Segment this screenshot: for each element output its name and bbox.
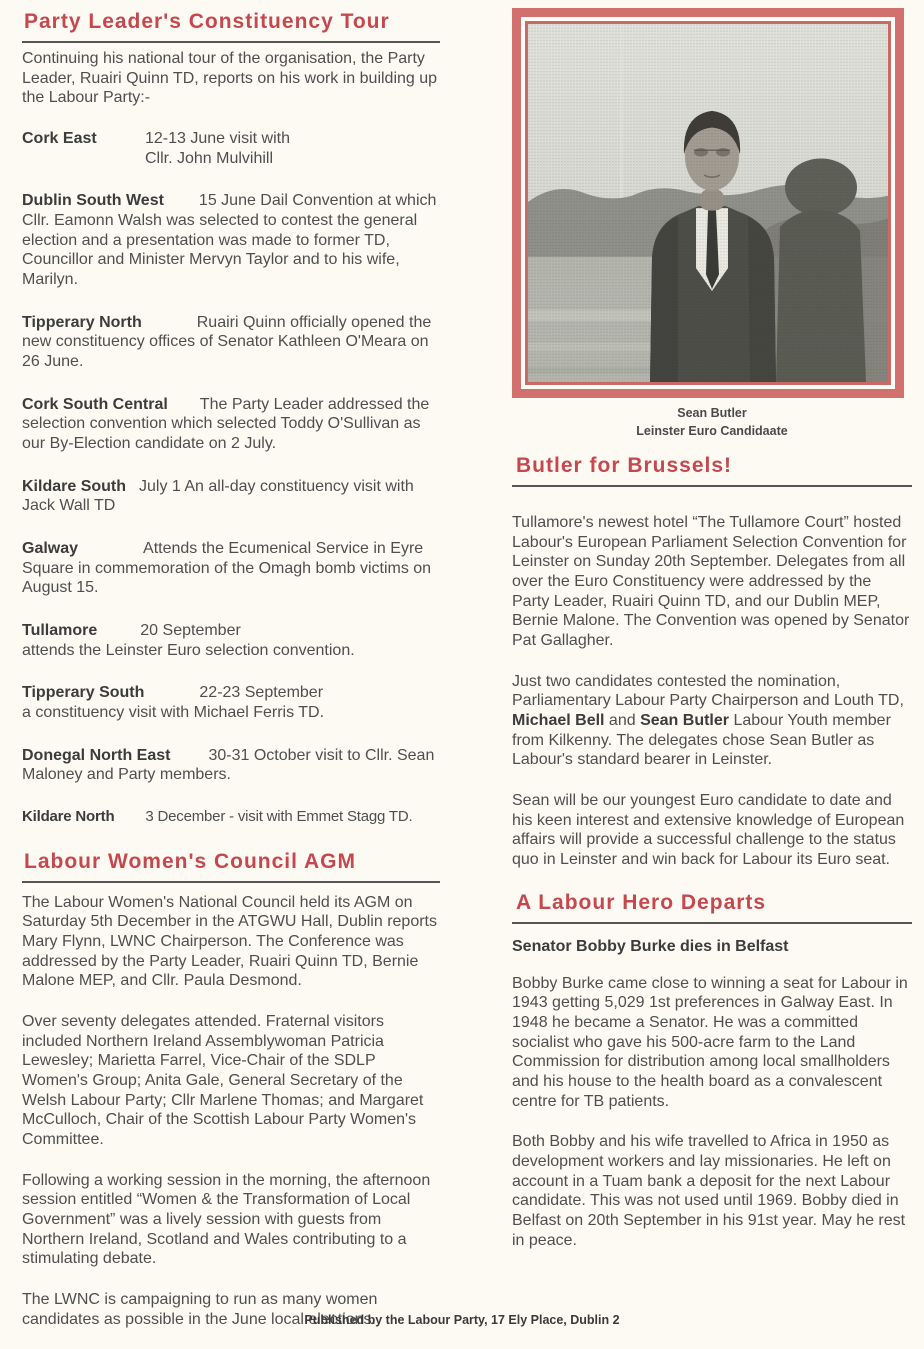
tour-entry-kildare-north: [22, 808, 440, 826]
photo-frame: [512, 8, 904, 398]
tour-entry-tullamore: [22, 621, 440, 660]
tour-entry-tipperary-north: [22, 313, 440, 372]
constituency-label: Kildare South: [22, 477, 127, 495]
spacer: [142, 326, 197, 327]
entry-text: 30-31 October visit to Cllr. Sean Maloney and Party members.: [22, 746, 435, 784]
hero-subheading: Senator Bobby Burke dies in Belfast: [512, 937, 789, 955]
tour-entry-cork-east: [22, 129, 440, 168]
lwc-paragraph-3: Following a working session in the morning, the afternoon session entitled “Women & the Transformation of Local Government” was a lively session with guests from Northern Ireland, Scotland and Wales contributing to a stimulating debate.: [22, 1171, 431, 1268]
constituency-label: Tullamore: [22, 622, 98, 640]
lwc-paragraph-1: The Labour Women's National Council held its AGM on Saturday 5th December in the ATGWU Hall, Dublin reports Mary Flynn, LWNC Chairperson. The Conference was addressed by the Party Leader, Ruairi Quinn TD, Bernie Malone MEP, and Cllr. Paula Desmond.: [22, 893, 437, 990]
section-heading-labour-womens-council-agm: Labour Women's Council AGM: [22, 850, 440, 883]
caption-role: Leinster Euro Candidaate: [636, 423, 788, 438]
tour-entry-galway: [22, 539, 440, 598]
entry-text: Attends the Ecumenical Service in Eyre Square in commemoration of the Omagh bomb victims on August 15.: [22, 540, 432, 597]
entry-text: Ruairi Quinn officially opened the new constituency offices of Senator Kathleen O'Meara on 26 June.: [22, 313, 432, 371]
bold-name-michael-bell: Michael Bell: [512, 712, 605, 730]
butler-paragraph-1: Tullamore's newest hotel “The Tullamore Court” hosted Labour's European Parliament Selection Convention for Leinster on Sunday 20th September. Delegates from all over the Euro Constituency were addressed by the Party Leader, Ruairi Quinn TD, and our Dublin MEP, Bernie Malone. The Convention was opened by Senator Pat Gallagher.: [512, 514, 910, 650]
entry-text: 20 September: [140, 622, 241, 640]
spacer: [126, 490, 139, 491]
right-column: [512, 8, 912, 1250]
tour-entry-cork-south-central: [22, 395, 440, 454]
constituency-label: Tipperary South: [22, 684, 145, 702]
entry-text: The Party Leader addressed the selection convention which selected Toddy O'Sullivan as our By-Election candidate on 2 July.: [22, 395, 430, 453]
left-column: [22, 10, 440, 1329]
hero-paragraph-1: Bobby Burke came close to winning a seat for Labour in 1943 getting 5,029 1st preferences in Galway East. In 1948 he became a Senator. He was a committed socialist who gave his 500-acre farm to the Land Commission for distribution among local smallholders and his house to the health board as a convalescent centre for TB patients.: [512, 974, 908, 1110]
bold-name-sean-butler: Sean Butler: [640, 712, 729, 730]
halftone-photo-sean-butler: [525, 21, 891, 385]
tour-intro-paragraph: Continuing his national tour of the organisation, the Party Leader, Ruairi Quinn TD, reports on his work in building up the Labour Party:-: [22, 50, 438, 107]
publisher-footer: Published by the Labour Party, 17 Ely Place, Dublin 2: [304, 1313, 620, 1327]
constituency-label: Tipperary North: [22, 313, 142, 331]
photo-caption: [512, 405, 912, 440]
tour-entry-kildare-south: [22, 477, 440, 516]
caption-name: Sean Butler: [677, 406, 747, 420]
constituency-label: Dublin South West: [22, 192, 164, 210]
lwc-paragraph-2: Over seventy delegates attended. Fraternal visitors included Northern Ireland Assemblywoman Patricia Lewesley; Marietta Farrel, Vice-Chair of the SDLP Women's Group; Anita Gale, General Secretary of the Welsh Labour Party; Cllr Marlene Thomas; and Margaret McCulloch, Chair of the Scottish Labour Party Women's Committee.: [22, 1012, 424, 1148]
spacer: [97, 634, 140, 635]
butler-paragraph-3: Sean will be our youngest Euro candidate to date and his keen interest and extensive knowledge of European affairs will provide a successful challenge to the status quo in Leinster and win back for Labour its Euro seat.: [512, 792, 905, 869]
spacer: [168, 408, 200, 409]
spacer: [170, 759, 208, 760]
spacer: [114, 820, 145, 821]
constituency-label: Cork South Central: [22, 395, 168, 413]
spacer: [164, 204, 199, 205]
entry-text: 12-13 June visit with Cllr. John Mulvihill: [145, 130, 290, 167]
tour-entry-donegal-north-east: [22, 746, 440, 785]
entry-text-line2: a constituency visit with Michael Ferris TD.: [22, 704, 325, 722]
constituency-label: Galway: [22, 540, 79, 558]
hero-paragraph-2: Both Bobby and his wife travelled to Africa in 1950 as development workers and lay missionaries. He left on account in a Tuam bank a deposit for the next Labour candidate. This was not used until 1969. Bobby died in Belfast on 20th September in his 91st year. May he rest in peace.: [512, 1133, 906, 1249]
constituency-label: Donegal North East: [22, 746, 171, 764]
butler-paragraph-2: Just two candidates contested the nomination, Parliamentary Labour Party Chairperson and Louth TD, Michael Bell and Sean Butler Labour Youth member from Kilkenny. The delegates chose Sean Butler as Labour's standard bearer in Leinster.: [512, 672, 904, 769]
constituency-label: Kildare North: [22, 808, 115, 826]
section-heading-butler-for-brussels: Butler for Brussels!: [512, 454, 912, 487]
section-heading-constituency-tour: Party Leader's Constituency Tour: [22, 10, 440, 43]
constituency-label: Cork East: [22, 130, 97, 148]
lwc-paragraph-4: The LWNC is campaigning to run as many women candidates as possible in the June local elections.: [22, 1291, 378, 1328]
spacer: [78, 552, 143, 553]
tour-entry-dublin-south-west: [22, 191, 440, 289]
entry-text: 3 December - visit with Emmet Stagg TD.: [145, 808, 413, 826]
entry-text-line2: attends the Leinster Euro selection convention.: [22, 641, 355, 659]
entry-text: 15 June Dail Convention at which Cllr. Eamonn Walsh was selected to contest the general election and a presentation was made to former TD, Councillor and Minister Mervyn Taylor and to his wife, Marilyn.: [22, 192, 437, 289]
tour-entry-tipperary-south: [22, 683, 440, 722]
entry-text: July 1 An all-day constituency visit with Jack Wall TD: [22, 477, 414, 515]
spacer: [144, 696, 199, 697]
section-heading-a-labour-hero-departs: A Labour Hero Departs: [512, 891, 912, 924]
entry-text: 22-23 September: [199, 684, 324, 702]
